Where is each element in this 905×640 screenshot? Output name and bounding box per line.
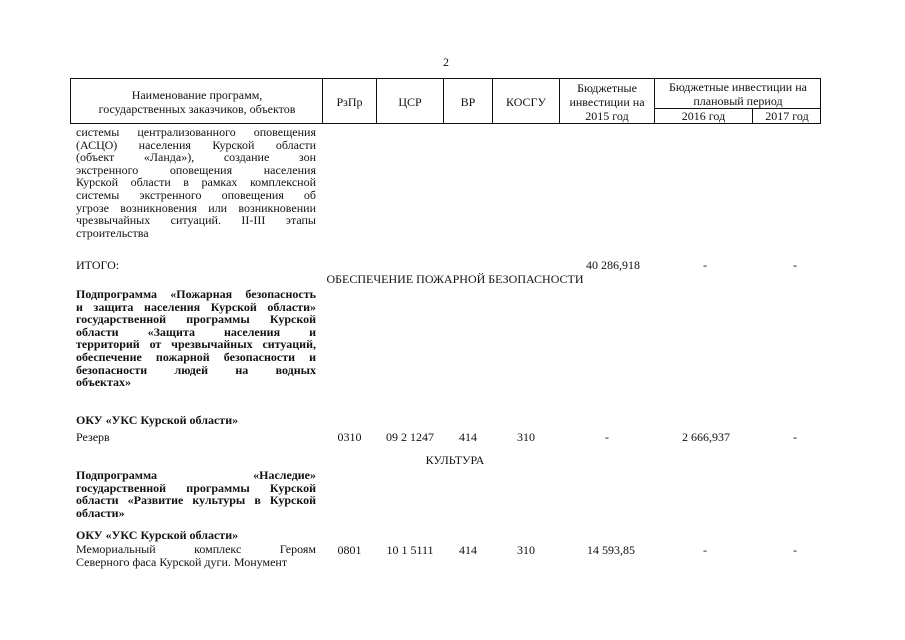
row-csr: 09 2 1247 — [386, 430, 434, 444]
header-year-2017: 2017 год — [765, 109, 809, 123]
row-kosgu: 310 — [517, 543, 535, 557]
header-rzpr: РзПр — [336, 95, 363, 109]
row-2016: - — [703, 543, 707, 557]
customer-oku-2: ОКУ «УКС Курской области» — [76, 528, 239, 542]
header-year-2016: 2016 год — [681, 109, 726, 123]
row-2017: - — [793, 430, 797, 444]
page-number: 2 — [443, 55, 449, 69]
row-2015: 14 593,85 — [587, 543, 635, 557]
header-name-column: Наименование программ, государственных заказчиков, объектов — [98, 88, 296, 116]
total-label: ИТОГО: — [76, 258, 120, 272]
object-description: системы централизованного оповещения (АСЦО) населения Курской области (объект «Ланда»), создание зон экстренного оповещения населения Курской области в рамках комплексной системы экстренного оповещения об угрозе возникновения или возникновении чрезвычайных ситуаций. II-III этапы строительства — [76, 125, 316, 240]
header-vr: ВР — [460, 95, 476, 109]
total-2017: - — [793, 258, 797, 272]
section-heading-fire-safety: ОБЕСПЕЧЕНИЕ ПОЖАРНОЙ БЕЗОПАСНОСТИ — [326, 272, 584, 286]
row-vr: 414 — [459, 430, 477, 444]
total-2015: 40 286,918 — [586, 258, 640, 272]
row-kosgu: 310 — [517, 430, 535, 444]
row-name: Резерв — [76, 430, 110, 444]
header-csr: ЦСР — [398, 95, 422, 109]
section-heading-culture: КУЛЬТУРА — [425, 453, 485, 467]
subprogram-fire-safety: Подпрограмма «Пожарная безопасность и защита населения Курской области» государственной программы Курской области «Защита населения и территорий от чрезвычайных ситуаций, обеспечение пожарной безопасности и безопасности людей на водных объектах» — [76, 287, 316, 390]
row-rzpr: 0310 — [337, 430, 362, 444]
row-2016: 2 666,937 — [682, 430, 730, 444]
row-csr: 10 1 5111 — [386, 543, 434, 557]
customer-oku-1: ОКУ «УКС Курской области» — [76, 413, 239, 427]
row-name: Мемориальный комплекс Героям Северного фаса Курской дуги. Монумент — [76, 542, 316, 569]
row-vr: 414 — [459, 543, 477, 557]
total-2016: - — [703, 258, 707, 272]
header-planned-period: Бюджетные инвестиции на плановый период — [669, 80, 807, 108]
subprogram-culture: Подпрограмма «Наследие» государственной программы Курской области «Развитие культуры в Курской области» — [76, 468, 316, 520]
header-kosgu: КОСГУ — [506, 95, 546, 109]
row-2017: - — [793, 543, 797, 557]
row-2015: - — [605, 430, 609, 444]
row-rzpr: 0801 — [337, 543, 362, 557]
header-budget-2015: Бюджетные инвестиции на 2015 год — [569, 81, 645, 123]
